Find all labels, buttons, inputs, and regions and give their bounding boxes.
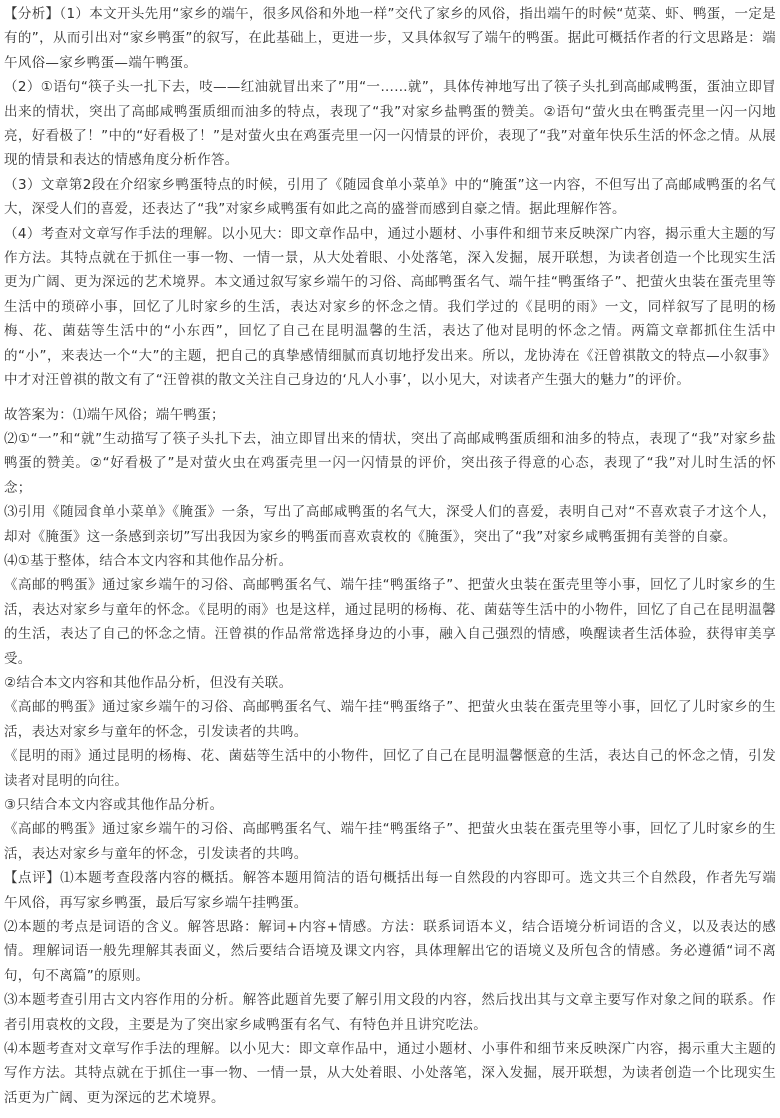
answer-line-2: ⑵①“一”和“就”生动描写了筷子头扎下去，油立即冒出来的情状，突出了高邮咸鸭蛋质细和油多的特点，表现了“我”对家乡盐鸭蛋的赞美。②“好看极了”是对萤火虫在鸡蛋壳里一闪一闪情景的评价，突出孩子得意的心态，表现了“我”对儿时生活的怀念； (4, 430, 776, 496)
analysis-paragraph-1: 【分析】（1）本文开头先用“家乡的端午，很多风俗和外地一样”交代了家乡的风俗，指出端午的时候“苋菜、虾、鸭蛋，一定是有的”，从而引出对“家乡鸭蛋”的叙写，在此基础上，更进一步，又具体叙写了端午的鸭蛋。据此可概括作者的行文思路是：端午风俗—家乡鸭蛋—端午鸭蛋。 (4, 6, 776, 71)
analysis-paragraph-4: （4）考查对文章写作手法的理解。以小见大：即文章作品中，通过小题材、小事件和细节来反映深广内容，揭示重大主题的写作方法。其特点就在于抓住一事一物、一情一景，从大处着眼、小处落笔，深入发掘，展开联想，为读者创造一个比现实生活更为广阔、更为深远的艺术境界。本文通过叙写家乡端午的习俗、高邮鸭蛋名气、端午挂“鸭蛋络子”、把萤火虫装在蛋壳里等生活中的琐碎小事，回忆了儿时家乡的生活，表达对家乡的怀念之情。我们学过的《昆明的雨》一文，同样叙写了昆明的杨梅、花、菌菇等生活中的“小东西”，回忆了自己在昆明温馨的生活，表达了他对昆明的怀念之情。两篇文章都抓住生活中的“小”，来表达一个“大”的主题，把自己的真挚感情细腻而真切地抒发出来。所以，龙协涛在《汪曾祺散文的特点—小叙事》中才对汪曾祺的散文有了“汪曾祺的散文关注自己身边的‘凡人小事’，以小见大，对读者产生强大的魅力”的评价。 (4, 225, 776, 389)
answer-4-2-body-1: 《高邮的鸭蛋》通过家乡端午的习俗、高邮鸭蛋名气、端午挂“鸭蛋络子”、把萤火虫装在蛋壳里等小事，回忆了儿时家乡的生活，表达对家乡与童年的怀念，引发读者的共鸣。 (4, 699, 776, 740)
analysis-paragraph-3: （3）文章第2段在介绍家乡鸭蛋特点的时候，引用了《随园食单小菜单》中的“腌蛋”这一内容，不但写出了高邮咸鸭蛋的名气大，深受人们的喜爱，还表达了“我”对家乡咸鸭蛋有如此之高的盛誉而感到自豪之情。据此理解作答。 (4, 176, 776, 218)
comment-paragraph-1: 【点评】⑴本题考查段落内容的概括。解答本题用简洁的语句概括出每一自然段的内容即可。选文共三个自然段，作者先写端午风俗，再写家乡鸭蛋，最后写家乡端午挂鸭蛋。 (4, 870, 776, 911)
answer-4-3-heading: ③只结合本文内容或其他作品分析。 (4, 797, 224, 813)
comment-paragraph-4: ⑷本题考查对文章写作手法的理解。以小见大：即文章作品中，通过小题材、小事件和细节来反映深广内容，揭示重大主题的写作方法。其特点就在于抓住一事一物、一情一景，从大处着眼、小处落笔，深入发掘，展开联想，为读者创造一个比现实生活更为广阔、更为深远的艺术境界。 (4, 1041, 776, 1106)
answer-4-1-body: 《高邮的鸭蛋》通过家乡端午的习俗、高邮鸭蛋名气、端午挂“鸭蛋络子”、把萤火虫装在蛋壳里等小事，回忆了儿时家乡的生活，表达对家乡与童年的怀念。《昆明的雨》也是这样，通过昆明的杨梅、花、菌菇等生活中的小物件，回忆了自己在昆明温馨的生活，表达了自己的怀念之情。汪曾祺的作品常常选择身边的小事，融入自己强烈的情感，唤醒读者生活体验，获得审美享受。 (4, 577, 776, 667)
answer-4-1-heading: ⑷①基于整体，结合本文内容和其他作品分析。 (4, 552, 293, 569)
answer-4-2-body-2: 《昆明的雨》通过昆明的杨梅、花、菌菇等生活中的小物件，回忆了自己在昆明温馨惬意的生活，表达自己的怀念之情，引发读者对昆明的向往。 (4, 748, 776, 789)
comment-paragraph-2: ⑵本题的考点是词语的含义。解答思路：解词+内容+情感。方法：联系词语本义，结合语境分析词语的含义，以及表达的感情。理解词语一般先理解其表面义，然后要结合语境及课文内容，具体理解出它的语境义及所包含的情感。务必遵循“词不离句，句不离篇”的原则。 (4, 919, 776, 984)
section-gap (4, 393, 776, 403)
answer-line-1: 故答案为：⑴端午风俗；端午鸭蛋； (4, 406, 225, 423)
comment-paragraph-3: ⑶本题考查引用古文内容作用的分析。解答此题首先要了解引用文段的内容，然后找出其与文章主要写作对象之间的联系。作者引用袁枚的文段，主要是为了突出家乡咸鸭蛋有名气、有特色并且讲究吃法。 (4, 992, 776, 1033)
analysis-paragraph-2: （2）①语句“筷子头一扎下去，吱——红油就冒出来了”用“一……就”，具体传神地写出了筷子头扎到高邮咸鸭蛋，蛋油立即冒出来的情状，突出了高邮咸鸭蛋质细而油多的特点，表现了“我”对家乡盐鸭蛋的赞美。②语句“萤火虫在鸭蛋壳里一闪一闪地亮，好看极了！”中的“好看极了！”是对萤火虫在鸡蛋壳里一闪一闪情景的评价，表现了“我”对童年快乐生活的怀念之情。从展现的情景和表达的情感角度分析作答。 (4, 79, 776, 169)
answer-4-3-body: 《高邮的鸭蛋》通过家乡端午的习俗、高邮鸭蛋名气、端午挂“鸭蛋络子”、把萤火虫装在蛋壳里等小事，回忆了儿时家乡的生活，表达对家乡与童年的怀念，引发读者的共鸣。 (4, 821, 776, 862)
answer-4-2-heading: ②结合本文内容和其他作品分析，但没有关联。 (4, 674, 293, 691)
answer-line-3: ⑶引用《随园食单小菜单》《腌蛋》一条，写出了高邮咸鸭蛋的名气大，深受人们的喜爱，表明自己对“不喜欢袁子才这个人，却对《腌蛋》这一条感到亲切”写出我因为家乡的鸭蛋而喜欢袁枚的《腌蛋》，突出了“我”对家乡咸鸭蛋拥有美誉的自豪。 (4, 504, 776, 545)
